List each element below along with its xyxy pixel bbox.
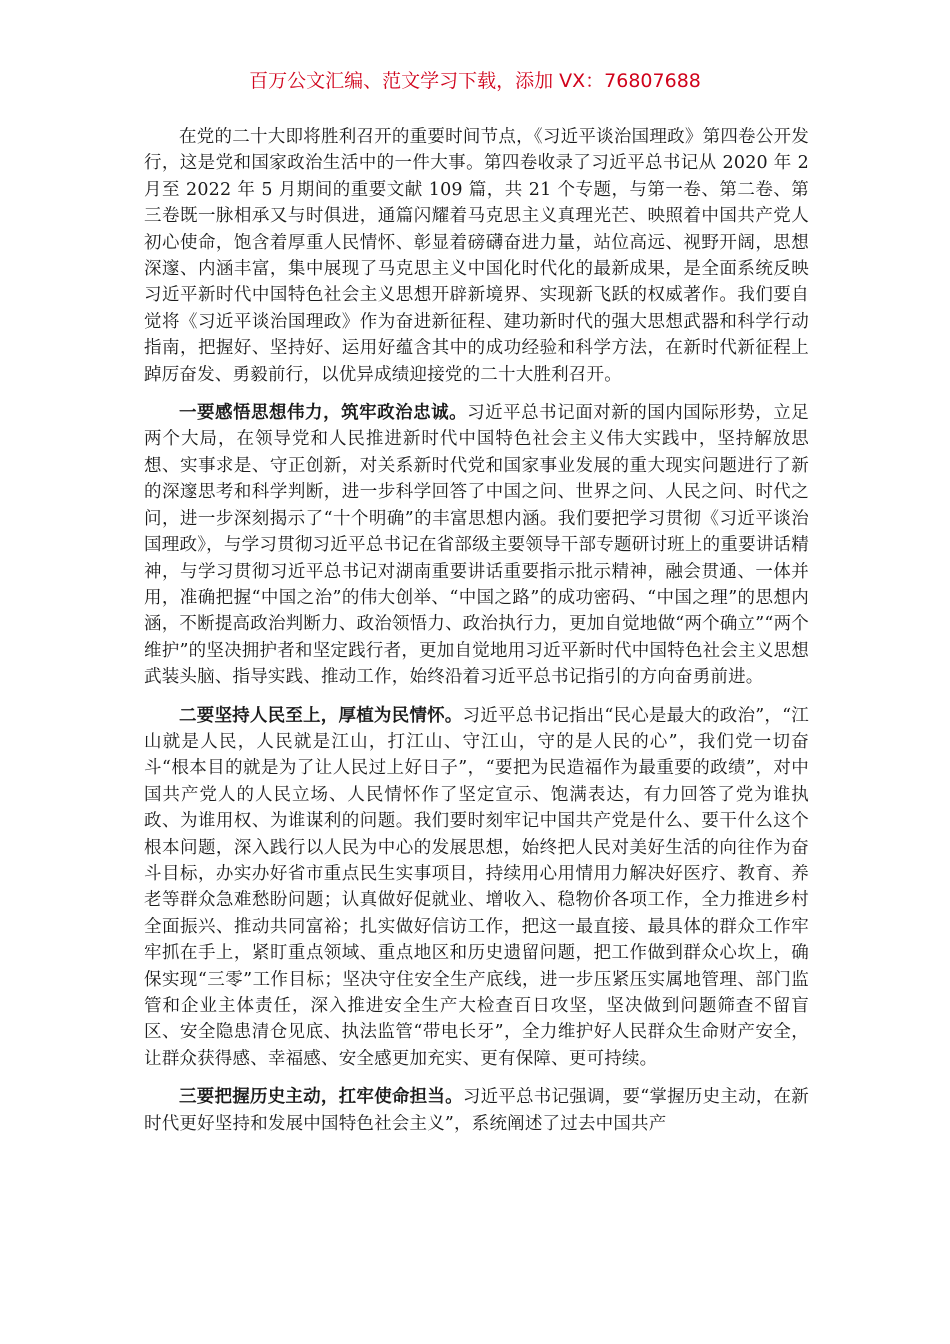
paragraph-lead: 二要坚持人民至上，厚植为民情怀。 xyxy=(179,705,463,726)
paragraph-lead: 一要感悟思想伟力，筑牢政治忠诚。 xyxy=(179,403,468,424)
watermark-header: 百万公文汇编、范文学习下载，添加 VX：76807688 xyxy=(249,70,701,92)
intro-paragraph xyxy=(144,124,809,388)
document-body xyxy=(144,124,809,1149)
paragraph-text: 在党的二十大即将胜利召开的重要时间节点，《习近平谈治国理政》第四卷公开发行，这是党和国家政治生活中的一件大事。第四卷收录了习近平总书记从 2020 年 2 月至 2022 年 5 月期间的重要文献 109 篇，共 21 个专题，与第一卷、第二卷、第三卷既一脉相承又与时俱进，通篇闪耀着马克思主义真理光芒、映照着中国共产党人初心使命，饱含着厚重人民情怀、彰显着磅礴奋进力量，站位高远、视野开阔，思想深邃、内涵丰富，集中展现了马克思主义中国化时代化的最新成果，是全面系统反映习近平新时代中国特色社会主义思想开辟新境界、实现新飞跃的权威著作。我们要自觉将《习近平谈治国理政》作为奋进新征程、建功新时代的强大思想武器和科学行动指南，把握好、坚持好、运用好蕴含其中的成功经验和科学方法，在新时代新征程上踔厉奋发、勇毅前行，以优异成绩迎接党的二十大胜利召开。 xyxy=(144,127,809,385)
paragraph-lead: 三要把握历史主动，扛牢使命担当。 xyxy=(179,1087,463,1108)
paragraph-text: 习近平总书记强调，要“掌握历史主动，在新时代更好坚持和发展中国特色社会主义”，系统阐述了过去中国共产 xyxy=(144,1087,810,1134)
section-two-paragraph xyxy=(144,703,809,1073)
section-three-paragraph xyxy=(144,1084,809,1137)
paragraph-text: 习近平总书记面对新的国内国际形势，立足两个大局，在领导党和人民推进新时代中国特色社会主义伟大实践中，坚持解放思想、实事求是、守正创新，对关系新时代党和国家事业发展的重大现实问题进行了新的深邃思考和科学判断，进一步科学回答了中国之问、世界之问、人民之问、时代之问，进一步深刻揭示了“十个明确”的丰富思想内涵。我们要把学习贯彻《习近平谈治国理政》，与学习贯彻习近平总书记在省部级主要领导干部专题研讨班上的重要讲话精神，与学习贯彻习近平总书记对湖南重要讲话重要指示批示精神，融会贯通、一体并用，准确把握“中国之治”的伟大创举、“中国之路”的成功密码、“中国之理”的思想内涵，不断提高政治判断力、政治领悟力、政治执行力，更加自觉地做“两个确立”“两个维护”的坚决拥护者和坚定践行者，更加自觉地用习近平新时代中国特色社会主义思想武装头脑、指导实践、推动工作，始终沿着习近平总书记指引的方向奋勇前进。 xyxy=(144,403,809,688)
section-one-paragraph xyxy=(144,400,809,690)
paragraph-text: 习近平总书记指出“民心是最大的政治”，“江山就是人民，人民就是江山，打江山、守江山，守的是人民的心”，我们党一切奋斗“根本目的就是为了让人民过上好日子”，“要把为民造福作为最重要的政绩”，对中国共产党人的人民立场、人民情怀作了坚定宣示、饱满表达，有力回答了党为谁执政、为谁用权、为谁谋利的问题。我们要时刻牢记中国共产党是什么、要干什么这个根本问题，深入践行以人民为中心的发展思想，始终把人民对美好生活的向往作为奋斗目标，办实办好省市重点民生实事项目，持续用心用情用力解决好医疗、教育、养老等群众急难愁盼问题；认真做好促就业、增收入、稳物价各项工作，全力推进乡村全面振兴、推动共同富裕；扎实做好信访工作，把这一最直接、最具体的群众工作牢牢抓在手上，紧盯重点领域、重点地区和历史遗留问题，把工作做到群众心坎上，确保实现“三零”工作目标；坚决守住安全生产底线，进一步压紧压实属地管理、部门监管和企业主体责任，深入推进安全生产大检查百日攻坚，坚决做到问题筛查不留盲区、安全隐患清仓见底、执法监管“带电长牙”，全力维护好人民群众生命财产安全，让群众获得感、幸福感、安全感更加充实、更有保障、更可持续。 xyxy=(144,705,810,1069)
